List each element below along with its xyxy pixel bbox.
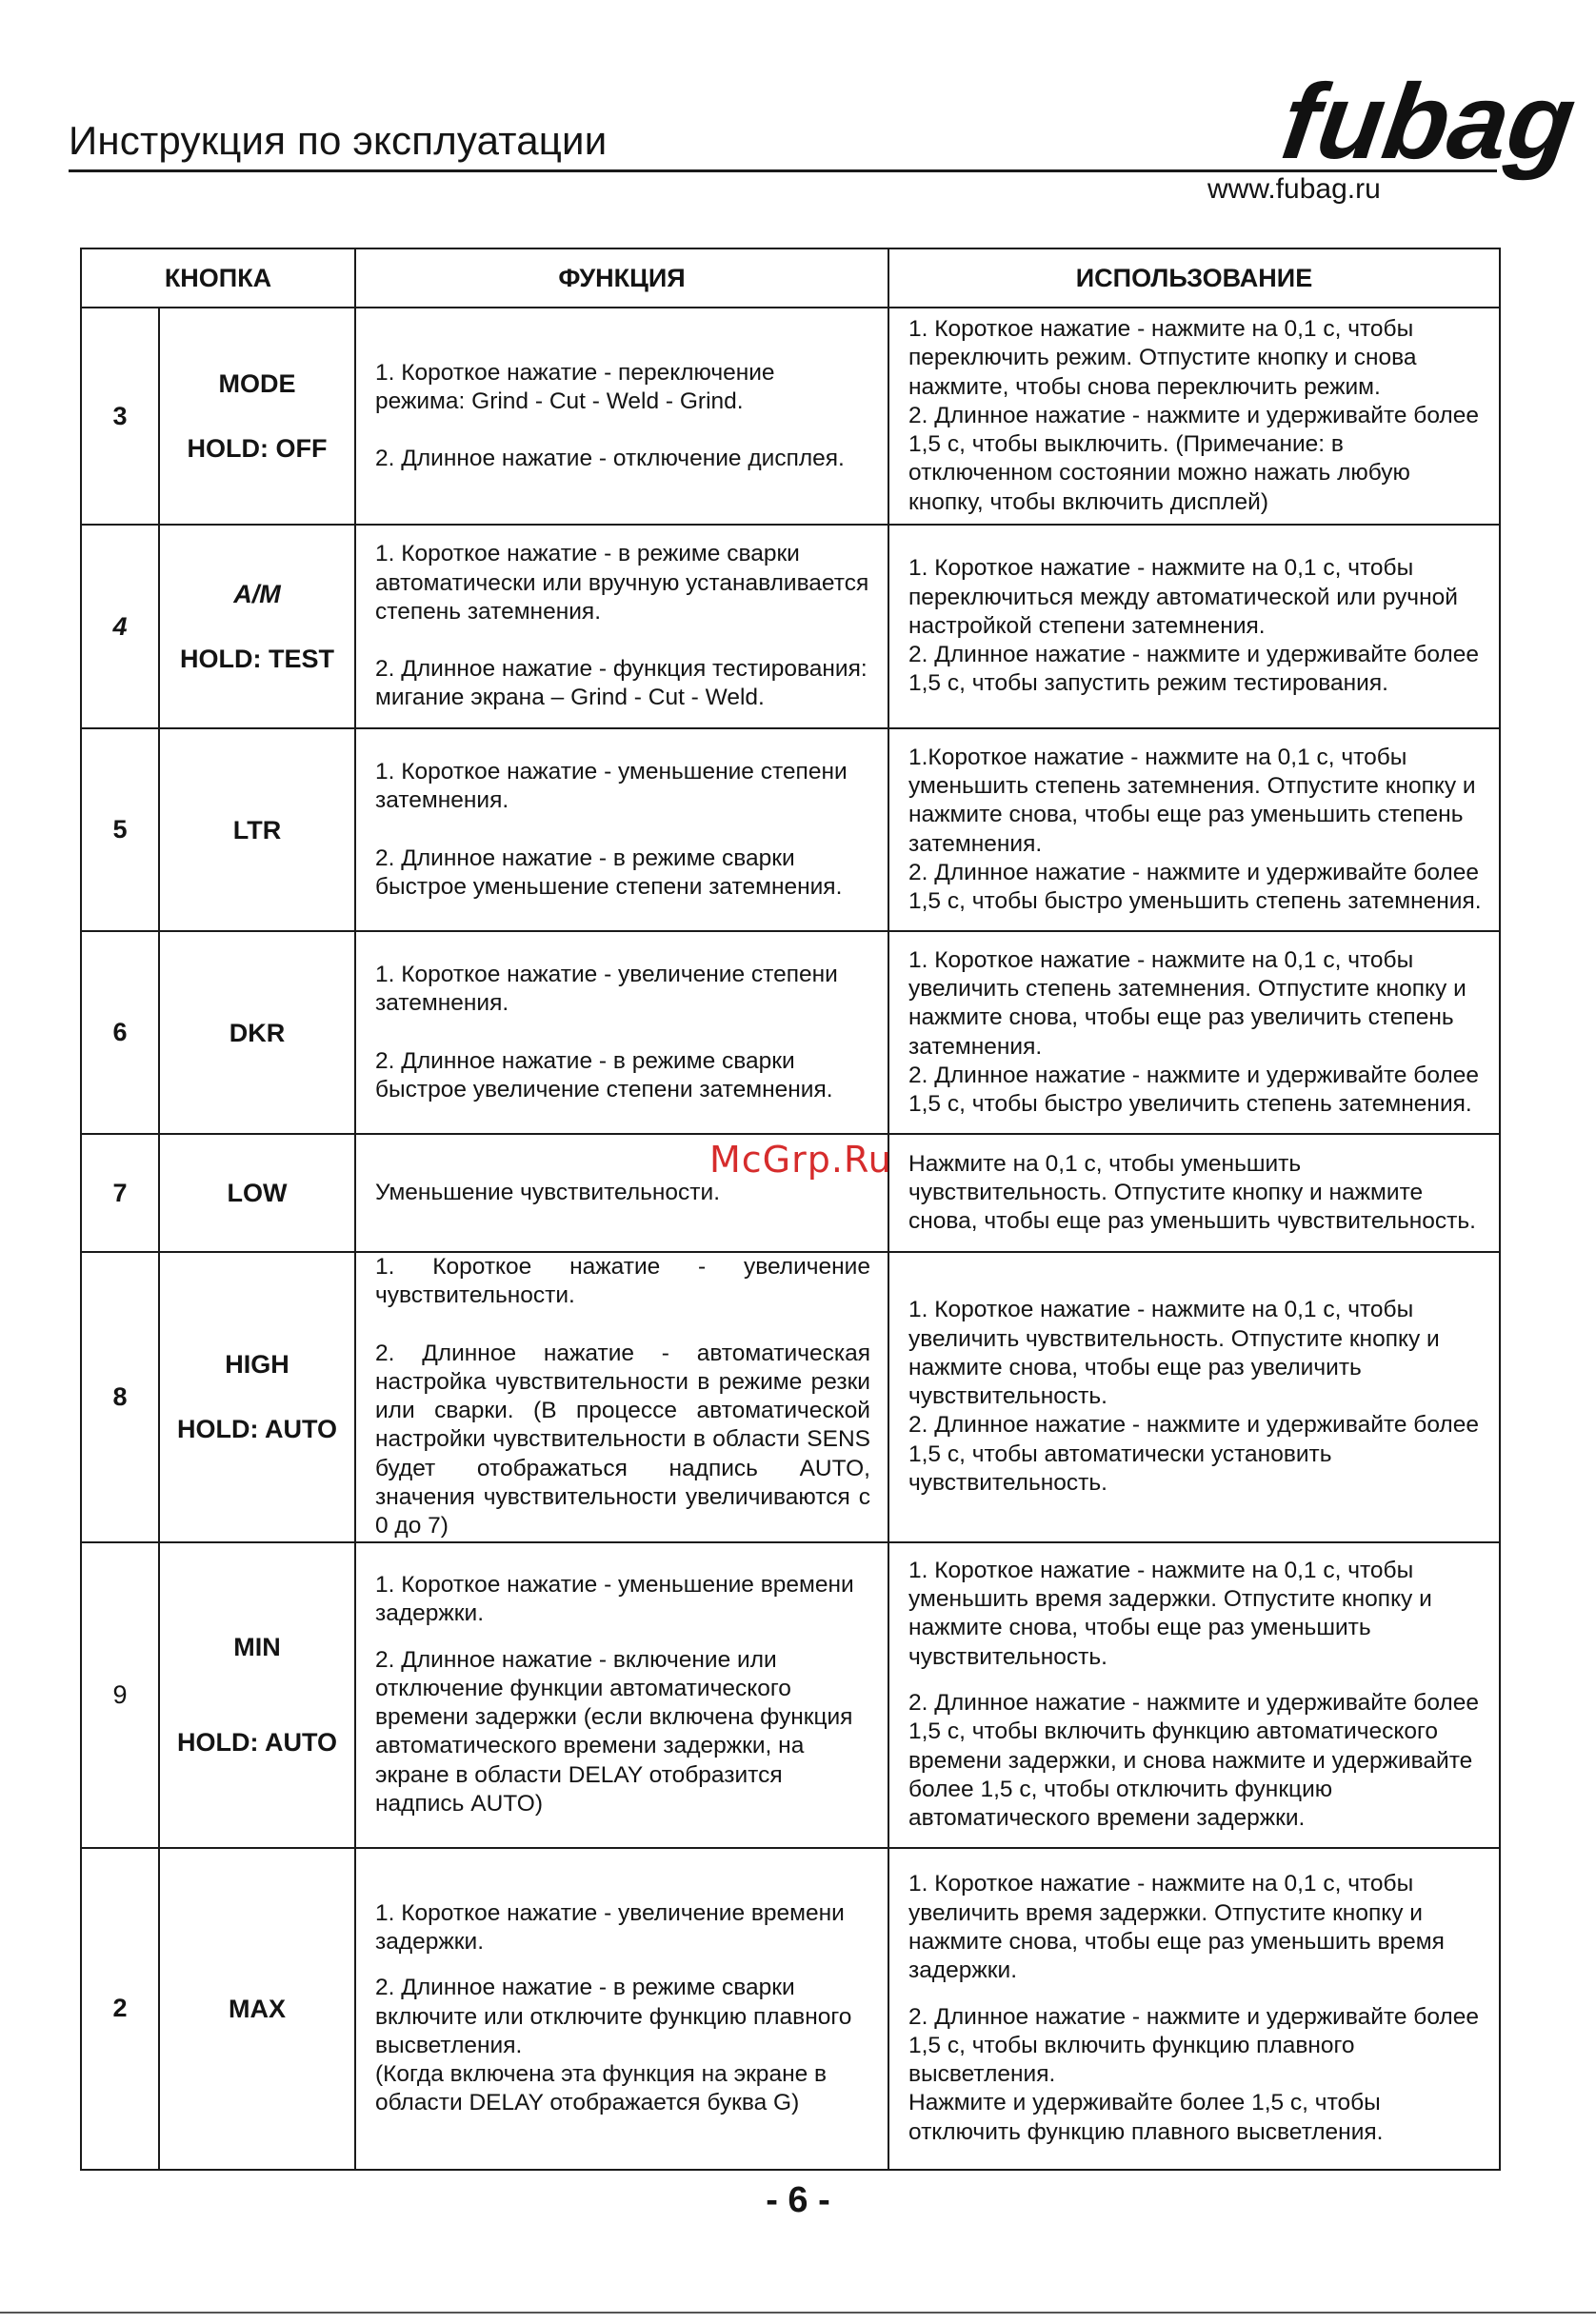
function-long: 2. Длинное нажатие - в режиме сварки быстрое увеличение степени затемнения. [375, 1047, 833, 1102]
row-number: 9 [81, 1542, 159, 1848]
table-row [81, 308, 1500, 525]
function-long: 2. Длинное нажатие - в режиме сварки быстрое уменьшение степени затемнения. [375, 844, 843, 900]
usage-short: 1. Короткое нажатие - нажмите на 0,1 с, чтобы увеличить время задержки. Отпустите кнопку и нажмите снова, чтобы еще раз уменьшить время задержки. [908, 1871, 1445, 1984]
button-label: MAX [229, 1994, 286, 2023]
button-label: A/M [233, 580, 281, 608]
usage-text: 1. Короткое нажатие - нажмите на 0,1 с, чтобы увеличить чувствительность. Отпустите кнопку и нажмите снова, чтобы еще раз увеличить чувствительность. 2. Длинное нажатие - нажмите и удерживайте более 1,5 с, чтобы автоматически установить чувствительность. [908, 1297, 1479, 1497]
usage-text: 1.Короткое нажатие - нажмите на 0,1 с, чтобы уменьшить степень затемнения. Отпустите кнопку и нажмите снова, чтобы еще раз уменьшить степень затемнения. 2. Длинное нажатие - нажмите и удерживайте более 1,5 с, чтобы быстро уменьшить степень затемнения. [908, 744, 1482, 915]
button-name [159, 525, 355, 728]
button-name [159, 308, 355, 525]
usage-text: 1. Короткое нажатие - нажмите на 0,1 с, чтобы увеличить степень затемнения. Отпустите кнопку и нажмите снова, чтобы еще раз увеличить степень затемнения. 2. Длинное нажатие - нажмите и удерживайте более 1,5 с, чтобы быстро увеличить степень затемнения. [908, 946, 1479, 1118]
function-long: 2. Длинное нажатие - включение или отключение функции автоматического времени задержки (если включена функция автоматического времени задержки, на экране в области DELAY отобразится надпись AUTO) [375, 1646, 853, 1817]
column-header-function: ФУНКЦИЯ [355, 248, 888, 308]
function-short: 1. Короткое нажатие - уменьшение времени задержки. [375, 1571, 854, 1627]
button-hold-label: HOLD: TEST [180, 645, 334, 673]
row-number: 8 [81, 1252, 159, 1542]
table-row [81, 1848, 1500, 2170]
button-label: MODE [218, 369, 296, 398]
button-label: DKR [229, 1018, 286, 1047]
button-hold-label: HOLD: AUTO [177, 1728, 337, 1758]
row-number: 2 [81, 1848, 159, 2170]
function-cell [355, 728, 888, 931]
column-header-usage: ИСПОЛЬЗОВАНИЕ [888, 248, 1500, 308]
table-row [81, 728, 1500, 931]
logo-wordmark: fubag [1275, 61, 1583, 181]
function-cell [355, 1542, 888, 1848]
function-long: 2. Длинное нажатие - автоматическая настройка чувствительности в режиме резки или сварки. (В процессе автоматической настройки чувствительности в области SENS будет отображаться надпись AUTO, значения чувствительности увеличиваются с 0 до 7) [375, 1340, 870, 1539]
table-row [81, 525, 1500, 728]
button-hold-label: HOLD: OFF [187, 434, 328, 463]
usage-cell [888, 931, 1500, 1134]
column-header-button: КНОПКА [81, 248, 355, 308]
usage-text: Нажмите на 0,1 с, чтобы уменьшить чувствительность. Отпустите кнопку и нажмите снова, чтобы еще раз уменьшить чувствительность. [908, 1150, 1476, 1235]
usage-cell [888, 728, 1500, 931]
function-short: 1. Короткое нажатие - увеличение чувствительности. [375, 1254, 870, 1309]
button-label: LTR [232, 815, 282, 844]
table-header-row [81, 248, 1500, 308]
document-title: Инструкция по эксплуатации [69, 118, 608, 163]
function-short: 1. Короткое нажатие - увеличение степени затемнения. [375, 961, 838, 1017]
footer-rule [0, 2312, 1596, 2314]
function-short: 1. Короткое нажатие - переключение режима: Grind - Cut - Weld - Grind. [375, 359, 775, 414]
function-short: Уменьшение чувствительности. [375, 1179, 721, 1205]
function-short: 1. Короткое нажатие - увеличение времени задержки. [375, 1899, 845, 1955]
function-cell [355, 525, 888, 728]
button-name [159, 1542, 355, 1848]
function-short: 1. Короткое нажатие - в режиме сварки автоматически или вручную устанавливается степень затемнения. [375, 541, 869, 625]
row-number: 5 [81, 728, 159, 931]
button-name [159, 931, 355, 1134]
usage-cell [888, 1848, 1500, 2170]
button-name [159, 1252, 355, 1542]
function-cell [355, 1252, 888, 1542]
function-long: 2. Длинное нажатие - функция тестирования: мигание экрана – Grind - Cut - Weld. [375, 656, 868, 711]
function-long: 2. Длинное нажатие - в режиме сварки включите или отключите функцию плавного высветления. (Когда включена эта функция на экране в области DELAY отображается буква G) [375, 1975, 852, 2116]
usage-cell [888, 1252, 1500, 1542]
usage-cell [888, 308, 1500, 525]
usage-cell [888, 525, 1500, 728]
row-number: 3 [81, 308, 159, 525]
button-name [159, 1848, 355, 2170]
function-short: 1. Короткое нажатие - уменьшение степени затемнения. [375, 758, 848, 814]
row-number: 4 [81, 525, 159, 728]
usage-cell [888, 1134, 1500, 1252]
usage-text: 1. Короткое нажатие - нажмите на 0,1 с, чтобы переключиться между автоматической или ручной настройкой степени затемнения. 2. Длинное нажатие - нажмите и удерживайте более 1,5 с, чтобы запустить режим тестирования. [908, 555, 1479, 697]
usage-long: 2. Длинное нажатие - нажмите и удерживайте более 1,5 с, чтобы включить функцию автоматического времени задержки, и снова нажмите и удерживайте более 1,5 с, чтобы отключить функцию автоматического времени задержки. [908, 1690, 1479, 1832]
usage-text: 1. Короткое нажатие - нажмите на 0,1 с, чтобы переключить режим. Отпустите кнопку и снова нажмите, чтобы снова переключить режим. 2. Длинное нажатие - нажмите и удерживайте более 1,5 с, чтобы выключить. (Примечание: в отключенном состоянии можно нажать любую кнопку, чтобы включить дисплей) [908, 315, 1479, 515]
site-url[interactable]: www.fubag.ru [1207, 173, 1381, 205]
button-label: HIGH [225, 1350, 289, 1380]
buttons-table [80, 248, 1501, 2171]
page-number: - 6 - [766, 2180, 830, 2220]
button-label: MIN [233, 1633, 281, 1662]
button-name [159, 1134, 355, 1252]
watermark: McGrp.Ru [709, 1139, 892, 1181]
usage-cell [888, 1542, 1500, 1848]
row-number: 7 [81, 1134, 159, 1252]
table-row [81, 1252, 1500, 1542]
usage-short: 1. Короткое нажатие - нажмите на 0,1 с, чтобы уменьшить время задержки. Отпустите кнопку и нажмите снова, чтобы еще раз уменьшить чувствительность. [908, 1557, 1432, 1670]
button-name [159, 728, 355, 931]
usage-long: 2. Длинное нажатие - нажмите и удерживайте более 1,5 с, чтобы включить функцию плавного высветления. Нажмите и удерживайте более 1,5 с, чтобы отключить функцию плавного высветления. [908, 2003, 1479, 2145]
function-cell [355, 1848, 888, 2170]
button-label: LOW [227, 1179, 288, 1207]
table-row [81, 1542, 1500, 1848]
function-cell [355, 931, 888, 1134]
button-hold-label: HOLD: AUTO [177, 1415, 337, 1444]
fubag-logo [1275, 61, 1583, 190]
function-cell [355, 308, 888, 525]
row-number: 6 [81, 931, 159, 1134]
table-row [81, 931, 1500, 1134]
function-long: 2. Длинное нажатие - отключение дисплея. [375, 446, 845, 472]
